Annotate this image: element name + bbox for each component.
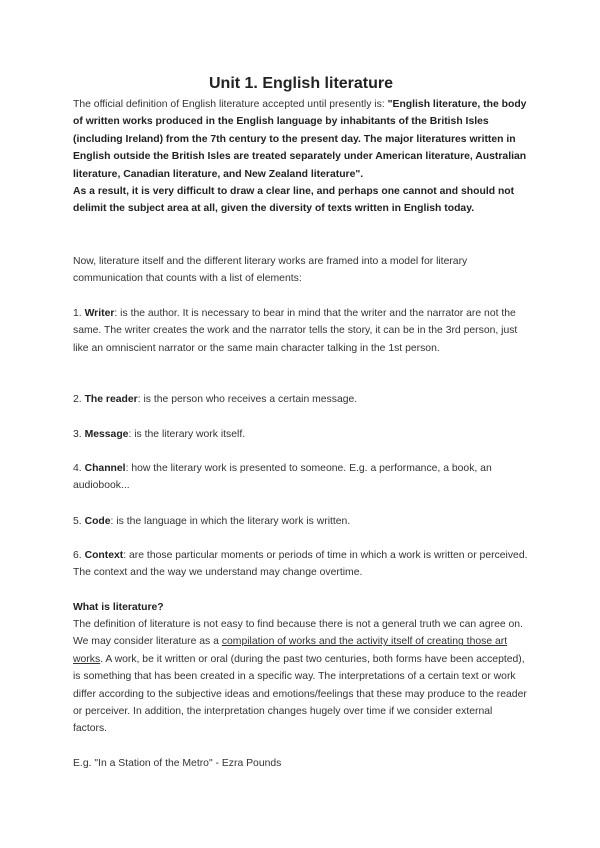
paragraph-text: The definition of literature is not easy to find because there is not a general truth we can agree on. We may consider literature as a bbox=[73, 619, 523, 648]
element-number: 5. bbox=[73, 516, 85, 527]
underlined-phrase: compilation of works and the activity itself of creating those art works bbox=[73, 636, 508, 665]
element-term: Context bbox=[84, 550, 124, 561]
element-term: Channel bbox=[84, 463, 126, 474]
element-message bbox=[73, 426, 529, 443]
element-term: Writer bbox=[84, 308, 115, 319]
element-term: Code bbox=[84, 516, 111, 527]
element-number: 6. bbox=[73, 550, 85, 561]
element-description: : is the person who receives a certain message. bbox=[137, 394, 358, 405]
element-description: : is the literary work itself. bbox=[128, 429, 246, 440]
element-description: : are those particular moments or periods of time in which a work is written or perceived. The context and the way we understand may change overtime. bbox=[73, 550, 528, 579]
element-term: The reader bbox=[84, 394, 138, 405]
element-description: : is the language in which the literary work is written. bbox=[110, 516, 351, 527]
element-reader bbox=[73, 391, 529, 408]
page-title: Unit 1. English literature bbox=[208, 75, 394, 92]
element-description: : is the author. It is necessary to bear in mind that the writer and the narrator are not the same. The writer creates the work and the narrator tells the story, it can be in the 3rd person, just like an omniscient narrator or the same main character talking in the 1st person. bbox=[73, 308, 518, 354]
intro-definition: "English literature, the body of written works produced in the English language by inhabitants of the British Isles (including Ireland) from the 7th century to the present day. The major literatures written in English outside the British Isles are treated separately under American literature, Australian literature, Canadian literature, and New Zealand literature". bbox=[73, 99, 527, 180]
literature-definition-paragraph bbox=[73, 616, 529, 738]
section-heading: What is literature? bbox=[73, 602, 164, 613]
element-code bbox=[73, 513, 529, 530]
intro-conclusion: As a result, it is very difficult to draw a clear line, and perhaps one cannot and should not delimit the subject area at all, given the diversity of texts written in English today. bbox=[73, 186, 515, 215]
element-number: 1. bbox=[73, 308, 85, 319]
element-context bbox=[73, 547, 529, 582]
element-description: : how the literary work is presented to someone. E.g. a performance, a book, an audiobook... bbox=[73, 463, 492, 492]
intro-paragraph bbox=[73, 96, 529, 218]
model-intro-paragraph: Now, literature itself and the different literary works are framed into a model for literary communication that counts with a list of elements: bbox=[73, 256, 468, 285]
element-term: Message bbox=[84, 429, 129, 440]
intro-lead: The official definition of English literature accepted until presently is: bbox=[73, 99, 388, 110]
element-channel bbox=[73, 460, 529, 495]
paragraph-text: . A work, be it written or oral (during the past two centuries, both forms have been accepted), is something that has been created in a specific way. The interpretations of a certain text or work differ according to the subjective ideas and emotions/feelings that these may produce to the reader or perceiver. In addition, the interpretation changes hugely over time if we consider external factors. bbox=[73, 653, 527, 735]
element-number: 4. bbox=[73, 463, 85, 474]
element-writer bbox=[73, 305, 529, 357]
element-number: 3. bbox=[73, 429, 85, 440]
example-line: E.g. "In a Station of the Metro" - Ezra Pounds bbox=[73, 758, 282, 769]
element-number: 2. bbox=[73, 394, 85, 405]
